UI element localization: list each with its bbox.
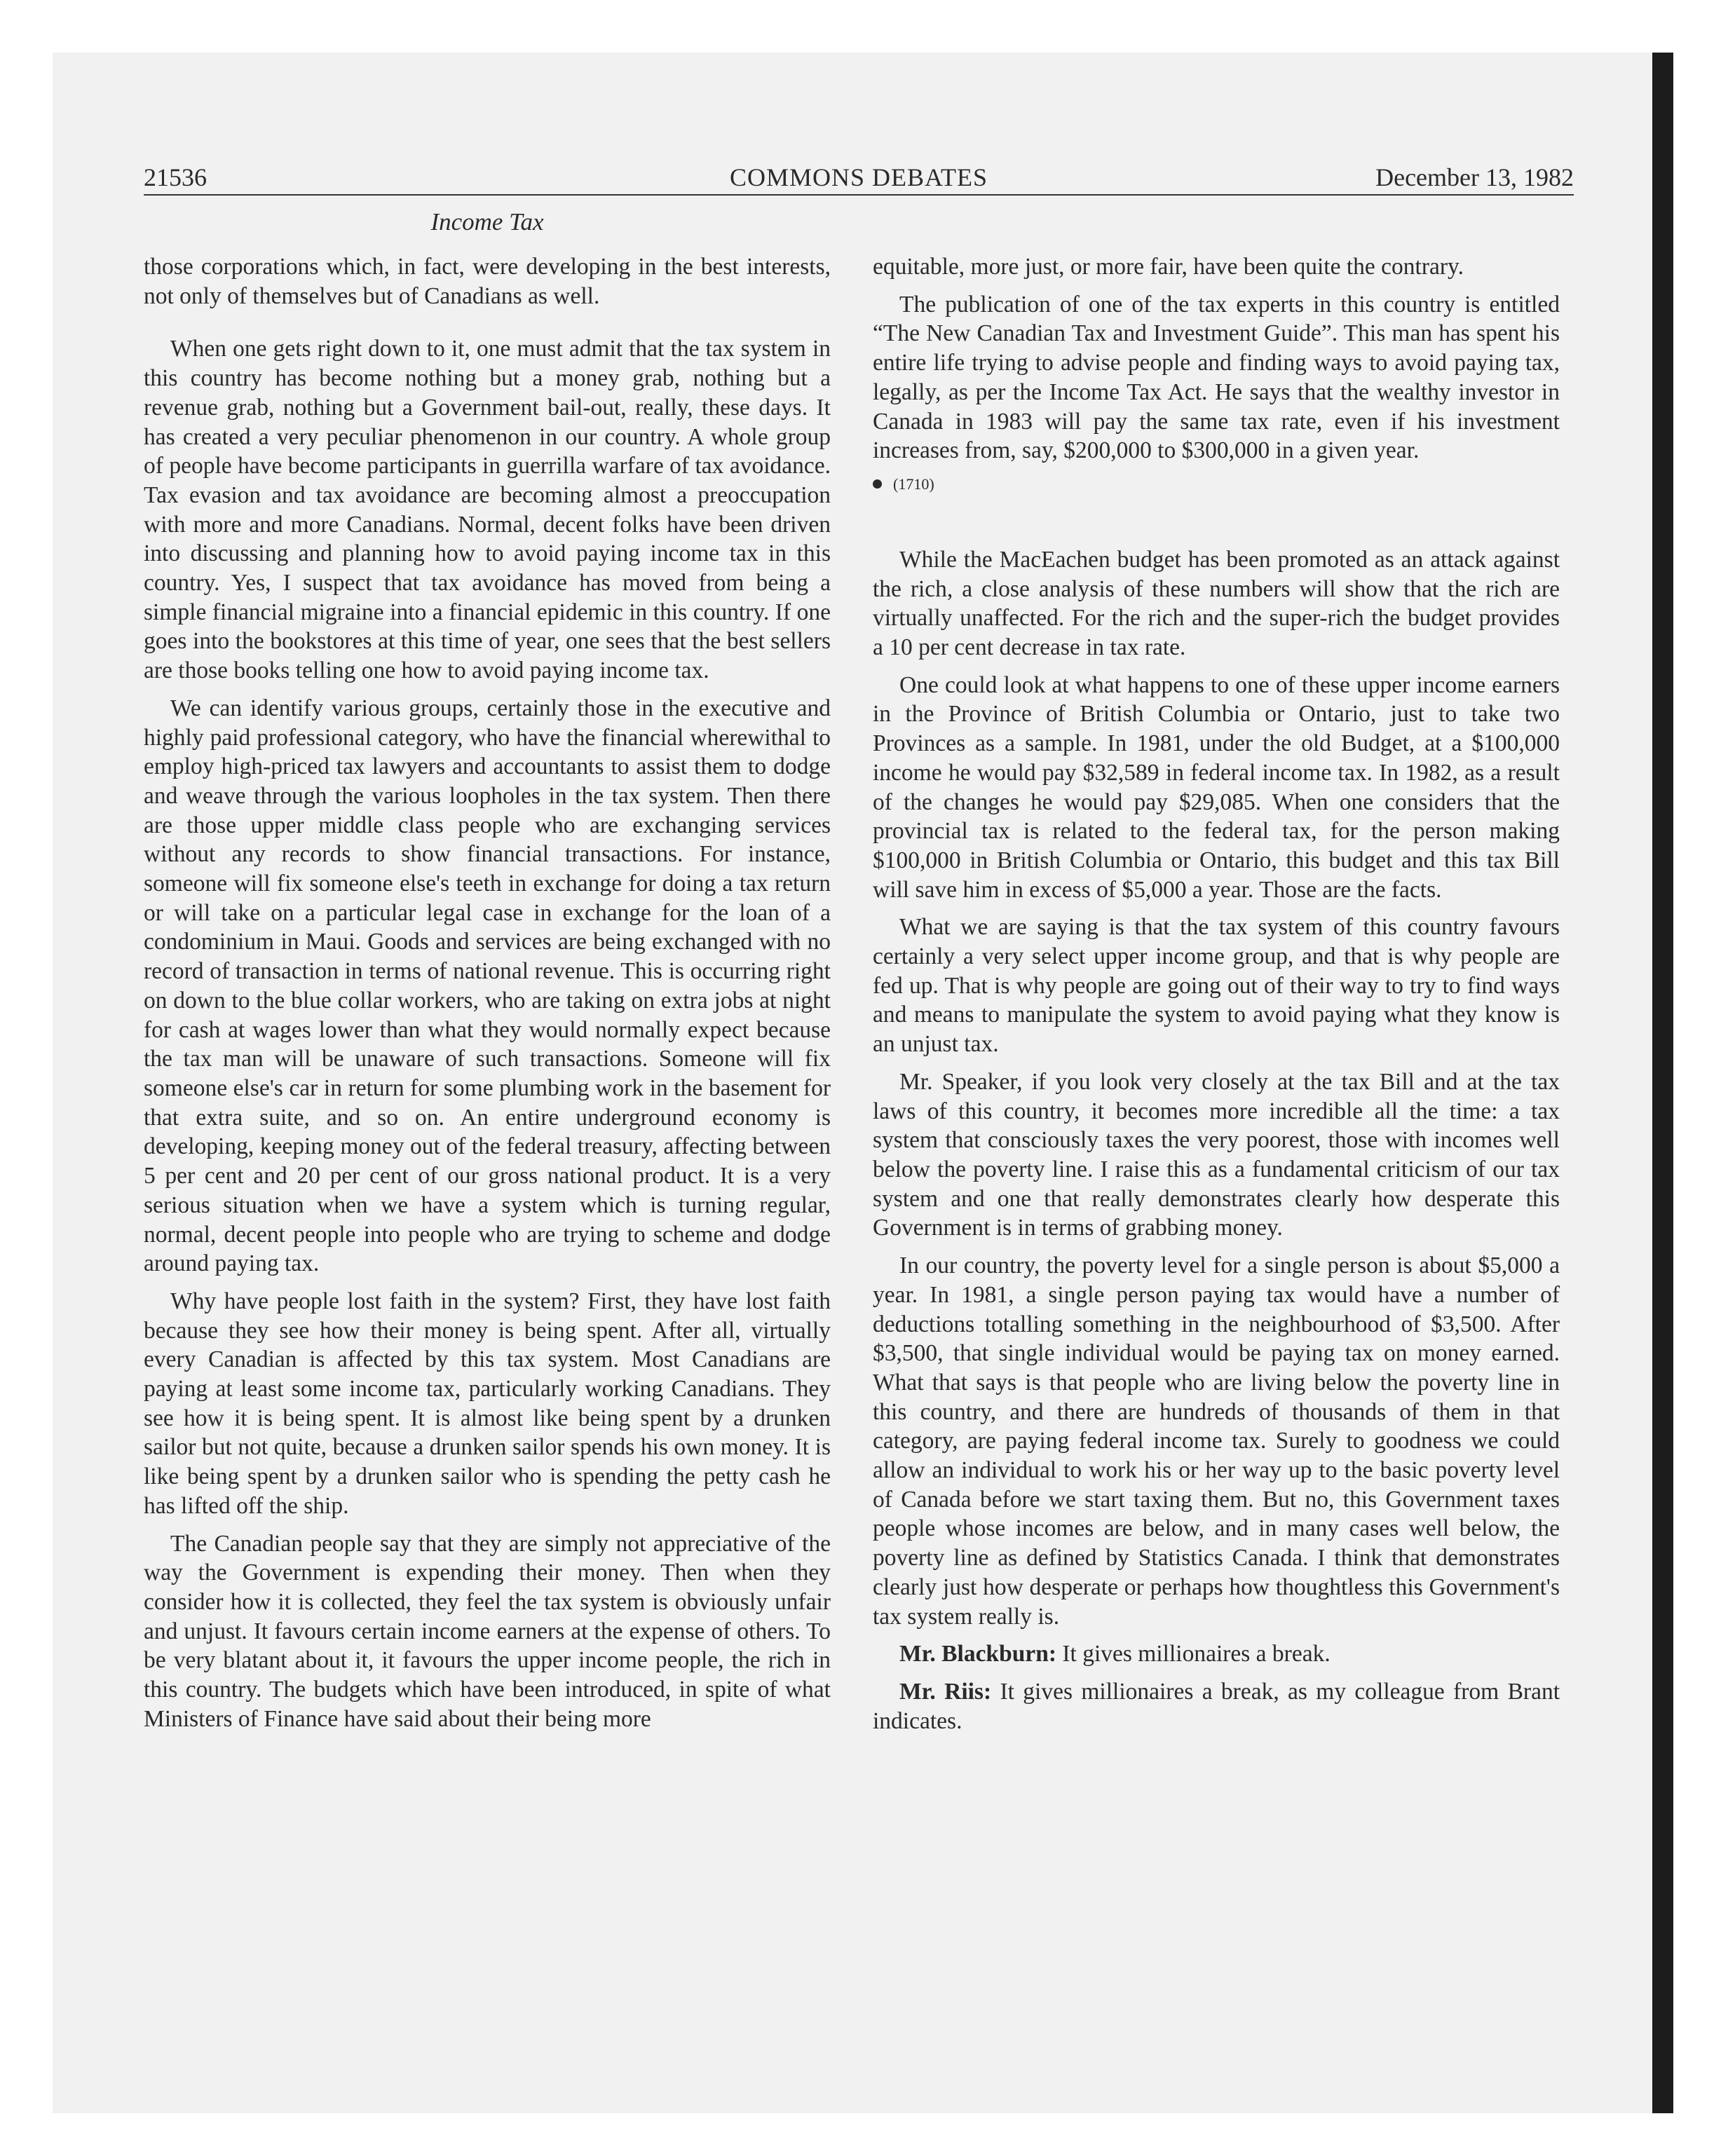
interjection — [873, 1677, 1560, 1735]
paragraph: The Canadian people say that they are simply not appreciative of the way the Government is expending their money. Then when they consider how it is collected, they feel the tax system is obviously unfair and unjust. It favours certain income earners at the expense of others. To be very blatant about it, it favours the upper income people, the rich in this country. The budgets which have been introduced, in spite of what Ministers of Finance have said about their being more — [144, 1530, 831, 1732]
paragraph: equitable, more just, or more fair, have been quite the contrary. — [873, 254, 1464, 280]
page-date: December 13, 1982 — [1375, 163, 1574, 191]
paragraph: In our country, the poverty level for a single person is about $5,000 a year. In 1981, a single person paying tax would have a number of deductions totalling something in the neighbourhood of $3,500. After $3,500, that single individual would be paying tax on money earned. What that says is that people who are living below the poverty line in this country, and there are hundreds of thousands of them in that category, are paying federal income tax. Surely to goodness we could allow an individual to work his or her way up to the basic poverty level of Canada before we start taxing them. But no, this Government taxes people whose incomes are below, and in many cases well below, the poverty line as defined by Statistics Canada. I think that demonstrates clearly just how desperate or perhaps how thoughtless this Government's tax system really is. — [873, 1253, 1560, 1630]
publication-title: COMMONS DEBATES — [729, 163, 988, 191]
paragraph: What we are saying is that the tax system of this country favours certainly a very select upper income group, and that is why people are fed up. That is why people are going out of their way to try to find ways and means to manipulate the system to avoid paying what they know is an unjust tax. — [873, 914, 1560, 1058]
paragraph: One could look at what happens to one of these upper income earners in the Province of British Columbia or Ontario, just to take two Provinces as a sample. In 1981, under the old Budget, at a $100,000 income he would pay $32,589 in federal income tax. In 1982, as a result of the changes he would pay $29,085. When one considers that the provincial tax is related to the federal tax, for the person making $100,000 in British Columbia or Ontario, this budget and this tax Bill will save him in excess of $5,000 a year. Those are the facts. — [873, 671, 1560, 903]
interjection — [873, 1639, 1560, 1669]
speech-text: It gives millionaires a break, as my colleague from Brant indicates. — [873, 1678, 1560, 1734]
running-head: Income Tax — [430, 208, 544, 236]
right-column — [873, 252, 1560, 1744]
bullet-dot-icon — [873, 479, 882, 489]
paragraph: We can identify various groups, certainly those in the executive and highly paid professional category, who have the financial wherewithal to employ high-priced tax lawyers and accountants to assist them to dodge and weave through the various loopholes in the tax system. Then there are those upper middle class people who are exchanging services without any records to show financial transactions. For instance, someone will fix someone else's teeth in exchange for doing a tax return or will take on a particular legal case in exchange for the loan of a condominium in Maui. Goods and services are being exchanged with no record of transaction in terms of national revenue. This is occurring right on down to the blue collar workers, who are taking on extra jobs at night for cash at wages lower than what they would normally expect because the tax man will be unaware of such transactions. Someone will fix someone else's car in return for some plumbing work in the basement for that extra suite, and so on. An entire underground economy is developing, keeping money out of the federal treasury, affecting between 5 per cent and 20 per cent of our gross national product. It is a very serious situation when we have a system which is turning regular, normal, decent people into people who are trying to scheme and dodge around paying tax. — [144, 695, 831, 1277]
header-rule — [144, 194, 1574, 196]
speaker-name: Mr. Riis: — [899, 1678, 992, 1705]
paragraph: those corporations which, in fact, were developing in the best interests, not only of themselves but of Canadians as well. — [144, 254, 831, 309]
speaker-name: Mr. Blackburn: — [899, 1641, 1056, 1667]
page-header — [144, 160, 1574, 195]
paragraph: Why have people lost faith in the system? First, they have lost faith because they see how their money is being spent. After all, virtually every Canadian is affected by this tax system. Most Canadians are paying at least some income tax, particularly working Canadians. They see how it is being spent. It is almost like being spent by a drunken sailor but not quite, because a drunken sailor spends his own money. It is like being spent by a drunken sailor who is spending the petty cash he has lifted off the ship. — [144, 1288, 831, 1519]
book-spine-edge — [1652, 53, 1673, 2113]
paragraph: Mr. Speaker, if you look very closely at the tax Bill and at the tax laws of this country, it becomes more incredible all the time: a tax system that consciously taxes the very poorest, those with incomes well below the poverty line. I raise this as a fundamental criticism of our tax system and one that really demonstrates clearly how desperate this Government is in terms of grabbing money. — [873, 1068, 1560, 1241]
time-marker-label: (1710) — [893, 475, 934, 493]
left-column — [144, 252, 831, 1742]
page-number: 21536 — [144, 163, 207, 191]
speech-text: It gives millionaires a break. — [1056, 1641, 1331, 1667]
paragraph: When one gets right down to it, one must admit that the tax system in this country has become nothing but a money grab, nothing but a revenue grab, nothing but a Government bail-out, really, these days. It has created a very peculiar phenomenon in our country. A whole group of people have become participants in guerrilla warfare of tax avoidance. Tax evasion and tax avoidance are becoming almost a preoccupation with more and more Canadians. Normal, decent folks have been driven into discussing and planning how to avoid paying income tax in this country. Yes, I suspect that tax avoidance has moved from being a simple financial migraine into a financial epidemic in this country. If one goes into the bookstores at this time of year, one sees that the best sellers are those books telling one how to avoid paying income tax. — [144, 336, 831, 684]
paragraph: The publication of one of the tax experts in this country is entitled “The New Canadian Tax and Investment Guide”. This man has spent his entire life trying to advise people and finding ways to avoid paying tax, legally, as per the Income Tax Act. He says that the wealthy investor in Canada in 1983 will pay the same tax rate, even if his investment increases from, say, $200,000 to $300,000 in a given year. — [873, 291, 1560, 464]
time-marker — [873, 474, 1560, 495]
paragraph: While the MacEachen budget has been promoted as an attack against the rich, a close analysis of these numbers will show that the rich are virtually unaffected. For the rich and the super-rich the budget provides a 10 per cent decrease in tax rate. — [873, 546, 1560, 661]
